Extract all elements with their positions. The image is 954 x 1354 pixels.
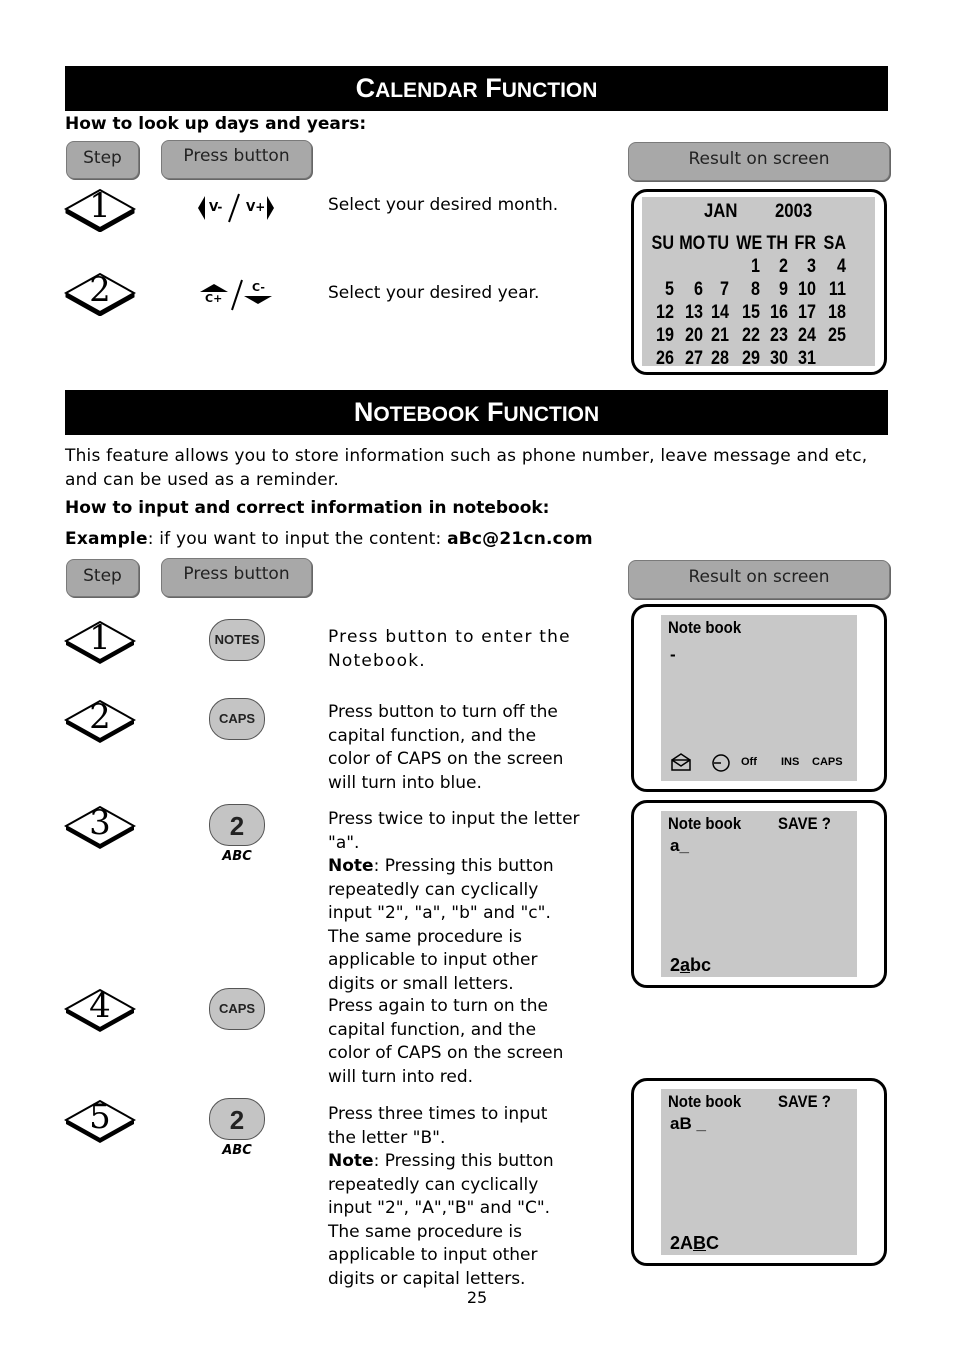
key-2-abc-label: ABC	[222, 849, 252, 864]
calendar-day: 25	[828, 325, 846, 346]
calendar-weekday: MO	[679, 233, 706, 254]
notebook-title-initial: N	[353, 397, 374, 427]
calendar-day: 5	[665, 279, 674, 300]
screen-2-char-strip	[670, 955, 711, 976]
calendar-step-2-text: Select your desired year.	[328, 283, 540, 303]
notebook-step-3-number: 3	[89, 803, 111, 843]
notebook-result-header: Result on screen	[628, 560, 890, 599]
notebook-section-title	[65, 390, 888, 435]
screen-2-chars-selected: a	[680, 955, 691, 975]
screen-2-chars-pre: 2	[670, 955, 681, 975]
calendar-day: 11	[828, 279, 846, 300]
calendar-day: 15	[742, 302, 760, 323]
calendar-day: 12	[656, 302, 674, 323]
notebook-title-rest-2: UNCTION	[503, 403, 600, 426]
calendar-section-title	[65, 66, 888, 111]
notebook-step-header: Step	[66, 559, 139, 597]
calendar-month: JAN	[704, 201, 738, 222]
calendar-day: 23	[770, 325, 788, 346]
envelope-icon	[670, 753, 692, 771]
screen-3-chars-selected: B	[693, 1233, 707, 1253]
notebook-screen-3	[661, 1089, 857, 1255]
calendar-weekday: FR	[794, 233, 816, 254]
screen-2-save-prompt: SAVE ?	[778, 814, 831, 833]
calendar-title-rest-2: UNCTION	[501, 79, 598, 102]
calendar-day: 19	[656, 325, 674, 346]
calendar-weekday: WE	[736, 233, 763, 254]
calendar-day: 31	[798, 348, 816, 369]
notebook-title-rest: OTEBOOK	[373, 403, 480, 426]
notebook-subheading: How to input and correct information in notebook:	[65, 498, 550, 518]
calendar-day: 18	[828, 302, 846, 323]
v-minus-label: V-	[209, 200, 223, 214]
notebook-step-3-text	[328, 808, 580, 996]
page-number: 25	[466, 1288, 488, 1307]
calendar-screen	[642, 197, 875, 369]
notebook-step-4-text: Press again to turn on the capital function, and the color of CAPS on the screen will turn into red.	[328, 996, 564, 1087]
screen-2-chars-post: bc	[690, 955, 712, 975]
screen-3-title: Note book	[668, 1092, 742, 1111]
key-2-abc-label-again: ABC	[222, 1143, 252, 1158]
screen-1-cursor: -	[670, 645, 676, 664]
notebook-screen-2-frame	[631, 800, 887, 988]
notebook-screen-1	[661, 615, 857, 781]
step-5-main: Press three times to input the letter "B".	[328, 1104, 548, 1148]
calendar-step-1-number: 1	[89, 186, 111, 226]
calendar-day: 8	[751, 279, 760, 300]
v-plus-label: V+	[246, 200, 266, 214]
calendar-weekday: SU	[651, 233, 674, 254]
screen-3-char-strip	[670, 1233, 719, 1254]
alarm-clock-icon	[710, 754, 732, 772]
notebook-screen-2	[661, 811, 857, 977]
example-text: : if you want to input the content:	[147, 529, 448, 549]
notebook-step-5-number: 5	[89, 1097, 111, 1137]
example-value: aBc@21cn.com	[447, 529, 593, 549]
notebook-intro: This feature allows you to store information such as phone number, leave message and etc, and can be used as a reminder.	[65, 446, 868, 490]
calendar-press-button-header: Press button	[161, 140, 312, 179]
notebook-screen-1-frame	[631, 604, 887, 792]
c-plus-label: C+	[205, 292, 223, 305]
example-label: Example	[65, 529, 148, 549]
calendar-day: 6	[694, 279, 703, 300]
notes-button[interactable]: NOTES	[209, 619, 265, 661]
calendar-day: 1	[751, 256, 760, 277]
calendar-day: 22	[742, 325, 760, 346]
notebook-step-4-number: 4	[89, 986, 111, 1026]
calendar-step-1-text: Select your desired month.	[328, 195, 559, 215]
calendar-day: 21	[711, 325, 729, 346]
calendar-day: 9	[779, 279, 788, 300]
calendar-day: 26	[656, 348, 674, 369]
notebook-title-initial-2: F	[487, 397, 504, 427]
calendar-week-row	[642, 279, 875, 302]
calendar-day: 2	[779, 256, 788, 277]
step-5-note-label: Note	[328, 1151, 374, 1171]
caps-button[interactable]: CAPS	[209, 698, 265, 740]
calendar-day: 7	[720, 279, 729, 300]
calendar-day: 10	[798, 279, 816, 300]
calendar-day: 24	[798, 325, 816, 346]
calendar-result-frame	[631, 189, 887, 375]
calendar-weekday: TH	[766, 233, 788, 254]
calendar-week-row	[642, 302, 875, 325]
calendar-day: 13	[685, 302, 703, 323]
notebook-step-1-number: 1	[89, 618, 111, 658]
calendar-weekday: SA	[823, 233, 846, 254]
screen-1-ins-label: INS	[781, 756, 800, 768]
calendar-day: 29	[742, 348, 760, 369]
screen-1-title: Note book	[668, 618, 742, 637]
step-3-note-text: : Pressing this button repeatedly can cyclically input "2", "a", "b" and "c". The same procedure is applicable to input other digits or small letters.	[328, 856, 554, 994]
notebook-example	[65, 527, 889, 551]
calendar-weekday-row	[642, 233, 875, 256]
caps-button-again[interactable]: CAPS	[209, 988, 265, 1030]
calendar-week-row	[642, 348, 875, 371]
calendar-day: 17	[798, 302, 816, 323]
calendar-title-initial-2: F	[485, 73, 502, 103]
key-2-abc-button-again[interactable]: 2	[209, 1098, 265, 1140]
calendar-step-2-number: 2	[89, 270, 111, 310]
screen-3-save-prompt: SAVE ?	[778, 1092, 831, 1111]
notebook-screen-3-frame	[631, 1078, 887, 1266]
calendar-day: 20	[685, 325, 703, 346]
step-3-note-label: Note	[328, 856, 374, 876]
screen-1-off-label: Off	[741, 756, 757, 768]
calendar-day: 28	[711, 348, 729, 369]
calendar-subheading: How to look up days and years:	[65, 114, 367, 134]
screen-3-chars-post: C	[706, 1233, 720, 1253]
calendar-year: 2003	[775, 201, 813, 222]
calendar-day: 27	[685, 348, 703, 369]
notebook-step-2-number: 2	[89, 697, 111, 737]
screen-3-content: aB _	[670, 1114, 706, 1133]
calendar-weekday: TU	[707, 233, 729, 254]
notebook-step-1-text: Press button to enter the Notebook.	[328, 627, 571, 671]
step-5-note-text: : Pressing this button repeatedly can cyclically input "2", "A","B" and "C". The same procedure is applicable to input other digits or capital letters.	[328, 1151, 554, 1289]
calendar-day: 16	[770, 302, 788, 323]
calendar-day: 4	[837, 256, 846, 277]
calendar-result-header: Result on screen	[628, 142, 890, 181]
calendar-step-header: Step	[66, 141, 139, 179]
calendar-title-initial: C	[355, 73, 376, 103]
calendar-week-row	[642, 256, 875, 279]
calendar-week-row	[642, 325, 875, 348]
notebook-press-button-header: Press button	[161, 558, 312, 597]
screen-2-title: Note book	[668, 814, 742, 833]
calendar-day: 30	[770, 348, 788, 369]
screen-2-content: a_	[670, 836, 689, 855]
notebook-step-5-text	[328, 1103, 580, 1291]
screen-1-caps-label: CAPS	[812, 756, 843, 768]
step-3-main: Press twice to input the letter "a".	[328, 809, 580, 853]
calendar-day: 3	[807, 256, 816, 277]
notebook-step-2-text: Press button to turn off the capital function, and the color of CAPS on the screen will turn into blue.	[328, 702, 564, 793]
screen-3-chars-pre: 2A	[670, 1233, 694, 1253]
key-2-abc-button[interactable]: 2	[209, 804, 265, 846]
calendar-title-rest: ALENDAR	[375, 79, 478, 102]
calendar-day: 14	[711, 302, 729, 323]
c-minus-label: C-	[252, 281, 265, 294]
